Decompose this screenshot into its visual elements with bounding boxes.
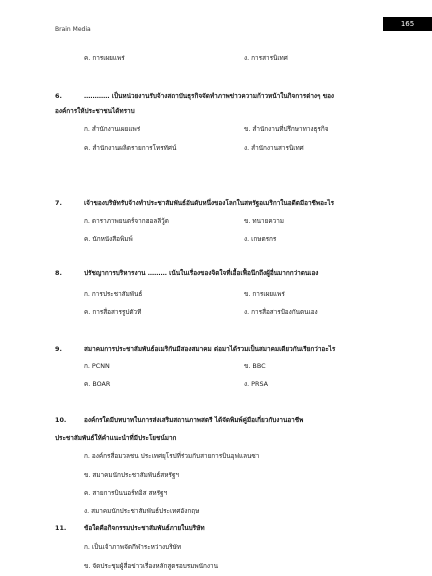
q6-text-line2: องค์การให้ประชาชนได้ทราบ [55,107,135,115]
q8-number: 8. [55,269,62,277]
page-number-badge: 165 [383,17,432,31]
q10-option-a: ก. องค์กรสื่อมวลชน ประเทศยุโรปที่ร่วมกับสายการบินอุฟแลนซา [84,452,260,460]
q10-option-c: ค. สายการบินนอร์ทอิส สหรัฐฯ [84,489,168,497]
q8-text: ปรัชญาการบริหารงาน ……… เน้นในเรื่องของจิตใจที่เอื้อเฟื้อนึกถึงผู้อื่นมากกว่าตนเอง [84,269,319,277]
q6-option-c: ค. สำนักงานผลิตรายการโทรทัศน์ [84,144,177,152]
q10-text-line1: องค์กรใดมีบทบาทในการส่งเสริมสถานภาพสตรี ได้จัดพิมพ์คู่มือเกี่ยวกับงานอาชีพ [84,416,304,424]
q11-option-b: ข. จัดประชุมผู้สื่อข่าวเรื่องหลักสูตรอบรมพนักงาน [84,562,218,570]
q5-option-d: ง. การสารนิเทศ [244,54,288,62]
q9-text: สมาคมการประชาสัมพันธ์อเมริกันมีสองสมาคม ต่อมาได้รวมเป็นสมาคมเดียวกันเรียกว่าอะไร [84,345,336,353]
q7-option-c: ค. นักหนังสือพิมพ์ [84,235,133,243]
q9-number: 9. [55,345,62,353]
q6-option-b: ข. สำนักงานที่ปรึกษาทางธุรกิจ [244,125,329,133]
q8-option-d: ง. การสื่อสารป้องกันตนเอง [244,308,318,316]
q6-option-d: ง. สำนักงานสารนิเทศ [244,144,304,152]
q9-option-b: ข. BBC [244,362,266,370]
q8-option-b: ข. การเผยแพร่ [244,290,285,298]
q7-number: 7. [55,199,62,207]
q10-number: 10. [55,416,67,424]
q9-option-d: ง. PRSA [244,380,269,388]
q8-option-a: ก. การประชาสัมพันธ์ [84,290,143,298]
q7-text: เจ้าของบริษัทรับจ้างทำประชาสัมพันธ์อันดับหนึ่งของโลกในสหรัฐอเมริกาในอดีตมีอาชีพอะไร [84,199,335,207]
q5-option-c: ค. การเผยแพร่ [84,54,125,62]
q8-option-c: ค. การสื่อสารรูปตัวที [84,308,142,316]
q10-option-b: ข. สมาคมนักประชาสัมพันธ์สหรัฐฯ [84,471,179,479]
publisher-name: Brain Media [55,26,91,33]
q7-option-a: ก. ดาราภาพยนตร์จากฮอลลีวู้ด [84,217,169,225]
q6-option-a: ก. สำนักงานเผยแพร่ [84,125,141,133]
q6-number: 6. [55,92,62,100]
q11-text: ข้อใดคือกิจกรรมประชาสัมพันธ์ภายในบริษัท [84,524,205,532]
q9-option-c: ค. BOAR [84,380,111,388]
q11-option-a: ก. เป็นเจ้าภาพจัดกีฬาระหว่างบริษัท [84,543,182,551]
q9-option-a: ก. PCNN [84,362,110,370]
q11-number: 11. [55,524,67,532]
q7-option-d: ง. เกษตรกร [244,235,277,243]
q10-option-d: ง. สมาคมนักประชาสัมพันธ์ประเทศอังกฤษ [84,507,200,515]
q7-option-b: ข. ทนายความ [244,217,285,225]
q10-text-line2: ประชาสัมพันธ์ให้คำแนะนำที่มีประโยชน์มาก [55,434,177,442]
q6-text-line1: ………… เป็นหน่วยงานรับจ้างสถาบันธุรกิจจัดทำภาพข่าวความก้าวหน้าในกิจการต่างๆ ของ [84,92,335,100]
